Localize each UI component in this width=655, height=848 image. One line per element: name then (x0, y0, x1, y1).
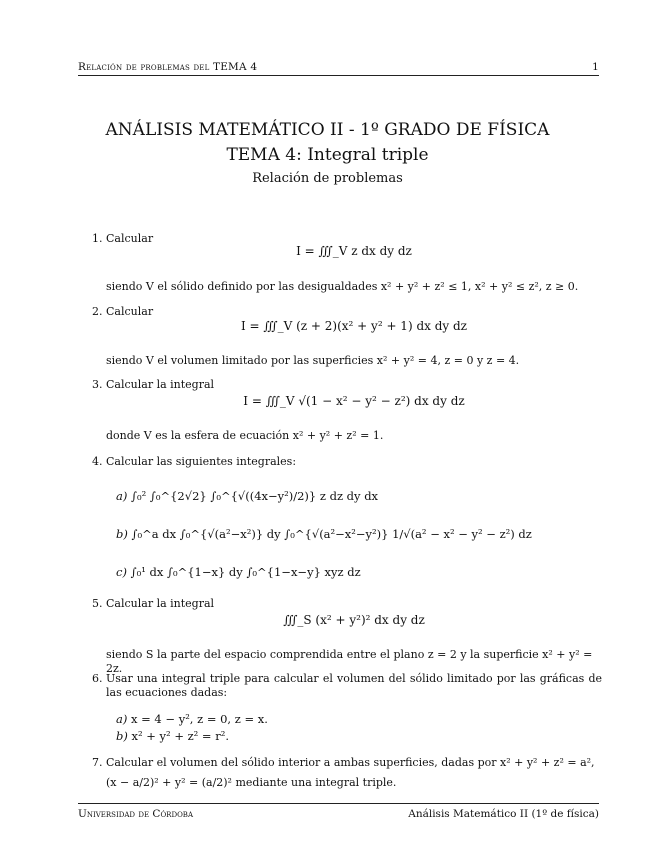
problem-number: 6. (92, 672, 103, 685)
subproblem-label: a) (116, 489, 128, 503)
problem-text: siendo V el sólido definido por las desigualdades x² + y² + z² ≤ 1, x² + y² ≤ z², z ≥ 0. (106, 280, 579, 293)
problem-text: siendo V el volumen limitado por las superficies x² + y² = 4, z = 0 y z = 4. (106, 354, 520, 367)
subproblem-label: b) (116, 729, 128, 743)
subproblem-formula: ∫₀² ∫₀^{2√2} ∫₀^{√((4x−y²)/2)} z dz dy dx (131, 489, 379, 503)
problem-number: 2. (92, 305, 103, 318)
footer-university: Universidad de Córdoba (78, 808, 194, 820)
problem-text: siendo S la parte del espacio comprendida entre el plano z = 2 y la superficie x² + y² = 2z. (106, 648, 593, 675)
page-number: 1 (592, 61, 599, 73)
problem-1 (92, 232, 602, 292)
problem-statement: Usar una integral triple para calcular el volumen del sólido limitado por las gráficas de las ecuaciones dadas: (106, 672, 602, 699)
subtitle: Relación de problemas (252, 171, 403, 186)
running-header (78, 61, 599, 76)
problem-number: 5. (92, 597, 103, 610)
problem-number: 3. (92, 378, 103, 391)
problem-statement: Calcular la integral (106, 597, 215, 610)
problem-6 (92, 672, 602, 747)
problem-number: 7. (92, 756, 103, 769)
subproblem-label: a) (116, 712, 128, 726)
footer-course: Análisis Matemático II (1º de física) (408, 808, 599, 820)
subproblem-b (116, 729, 229, 743)
problem-3 (92, 378, 602, 442)
problem-formula: I = ∭_V z dx dy dz (296, 244, 412, 258)
subproblem-c (116, 565, 361, 579)
problem-4 (92, 455, 602, 590)
problem-formula: ∭_S (x² + y²)² dx dy dz (283, 613, 425, 627)
running-footer (78, 803, 599, 822)
problem-formula: I = ∭_V (z + 2)(x² + y² + 1) dx dy dz (241, 319, 467, 333)
problem-statement: Calcular la integral (106, 378, 215, 391)
subproblem-a (116, 489, 378, 503)
problem-statement: Calcular las siguientes integrales: (106, 455, 297, 468)
topic-title: TEMA 4: Integral triple (226, 145, 429, 165)
subproblem-b (116, 527, 532, 541)
problem-statement: Calcular (106, 305, 154, 318)
problem-2 (92, 305, 602, 365)
problem-statement: Calcular el volumen del sólido interior a ambas superficies, dadas por x² + y² + z² = a², (106, 756, 595, 769)
subproblem-formula: x = 4 − y², z = 0, z = x. (131, 712, 268, 726)
subproblem-a (116, 712, 268, 726)
problem-number: 4. (92, 455, 103, 468)
subproblem-label: c) (116, 565, 127, 579)
header-title: Relación de problemas del TEMA 4 (78, 61, 258, 73)
problem-number: 1. (92, 232, 103, 245)
subproblem-formula: ∫₀^a dx ∫₀^{√(a²−x²)} dy ∫₀^{√(a²−x²−y²)} 1/√(a² − x² − y² − z²) dz (131, 527, 532, 541)
problem-5 (92, 597, 602, 675)
problem-statement: Calcular (106, 232, 154, 245)
problem-7 (92, 756, 602, 796)
problem-text: (x − a/2)² + y² = (a/2)² mediante una integral triple. (106, 776, 397, 789)
subproblem-formula: x² + y² + z² = r². (131, 729, 229, 743)
problem-text: donde V es la esfera de ecuación x² + y² + z² = 1. (106, 429, 384, 442)
course-title: ANÁLISIS MATEMÁTICO II - 1º GRADO DE FÍSICA (105, 120, 550, 140)
subproblem-formula: ∫₀¹ dx ∫₀^{1−x} dy ∫₀^{1−x−y} xyz dz (130, 565, 361, 579)
subproblem-label: b) (116, 527, 128, 541)
problem-formula: I = ∭_V √(1 − x² − y² − z²) dx dy dz (243, 394, 465, 408)
